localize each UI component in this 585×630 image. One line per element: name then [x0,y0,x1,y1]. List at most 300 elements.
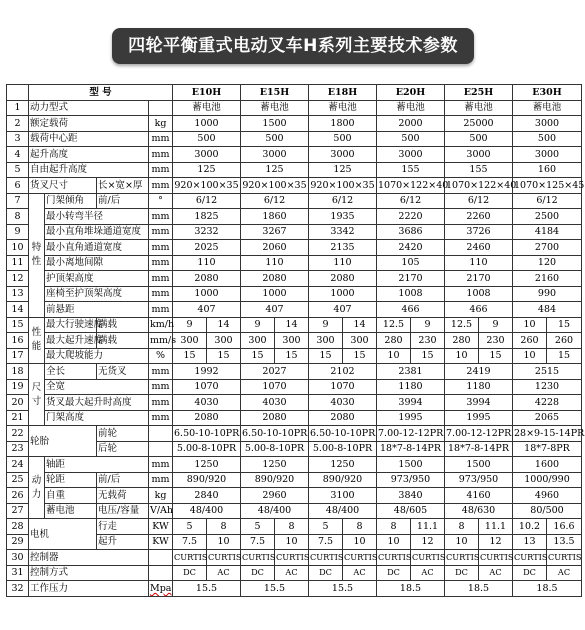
unit-cell: mm/s [149,333,173,349]
parameter-name: 最大行驶速度 [45,317,97,333]
value-cell: 9 [411,317,445,333]
value-cell: 10 [445,348,479,364]
unit-cell: mm [149,379,173,395]
value-cell: 1008 [445,286,513,302]
unit-cell: km/h [149,317,173,333]
row-number: 17 [7,348,29,364]
parameter-name: 动力型式 [29,100,149,116]
value-cell: 105 [377,255,445,271]
value-cell: 990 [513,286,582,302]
value-cell: CURTIS [479,550,513,566]
value-cell: 1000/990 [513,472,582,488]
value-cell: DC [309,565,343,581]
value-cell: 蓄电池 [445,100,513,116]
parameter-name: 最小直角堆垛通道宽度 [45,224,149,240]
value-cell: 25000 [445,116,513,132]
value-cell: 300 [275,333,309,349]
value-cell: 1070 [241,379,309,395]
value-cell: 1070×125×45 [513,178,582,194]
value-cell: 6.50-10-10PR [309,426,377,442]
row-number: 5 [7,162,29,178]
value-cell: AC [275,565,309,581]
unit-cell [149,441,173,457]
value-cell: 500 [445,131,513,147]
value-cell: 110 [309,255,377,271]
parameter-name: 最大起升速度 [45,333,97,349]
value-cell: 3232 [173,224,241,240]
value-cell: DC [513,565,547,581]
value-cell: AC [547,565,582,581]
section-label: 特性 [29,193,45,317]
value-cell: 466 [445,302,513,318]
row-number: 19 [7,379,29,395]
value-cell: 230 [479,333,513,349]
parameter-name: 货叉尺寸 [29,178,97,194]
value-cell: 15 [241,348,275,364]
section-label: 性能 [29,317,45,364]
value-cell: 3000 [513,147,582,163]
value-cell: 1500 [445,457,513,473]
value-cell: 15 [411,348,445,364]
unit-cell: mm [149,457,173,473]
value-cell: 1070 [173,379,241,395]
value-cell: 484 [513,302,582,318]
value-cell: 80/500 [513,503,582,519]
value-cell: 7.00-12-12PR [445,426,513,442]
value-cell: 3726 [445,224,513,240]
value-cell: 1600 [513,457,582,473]
value-cell: CURTIS [309,550,343,566]
table-row [7,193,582,209]
value-cell: 1180 [445,379,513,395]
row-number: 22 [7,426,29,442]
value-cell: 890/920 [173,472,241,488]
value-cell: 14 [207,317,241,333]
value-cell: 48/630 [445,503,513,519]
value-cell: 10.2 [513,519,547,535]
row-number: 13 [7,286,29,302]
table-row [7,565,582,581]
value-cell: 9 [309,317,343,333]
value-cell: 3267 [241,224,309,240]
parameter-name: 起升高度 [29,147,149,163]
value-cell: 1000 [309,286,377,302]
value-cell: 18.5 [377,581,445,597]
parameter-name: 蓄电池 [45,503,97,519]
parameter-name: 最小直角通道宽度 [45,240,149,256]
value-cell: 260 [513,333,547,349]
parameter-subname: 前/后 [97,193,149,209]
value-cell: 12.5 [377,317,411,333]
unit-cell: Mpa [149,581,173,597]
value-cell: 973/950 [377,472,445,488]
value-cell: 1180 [377,379,445,395]
value-cell: 蓄电池 [513,100,582,116]
unit-cell [149,565,173,581]
value-cell: 48/400 [241,503,309,519]
row-number: 20 [7,395,29,411]
unit-cell: mm [149,209,173,225]
unit-cell [149,426,173,442]
value-cell: 4184 [513,224,582,240]
value-cell: 2065 [513,410,582,426]
value-cell: 300 [241,333,275,349]
parameter-name: 货叉最大起升时高度 [45,395,149,411]
value-cell: 1250 [309,457,377,473]
value-cell: 110 [445,255,513,271]
value-cell: 500 [173,131,241,147]
table-header-row [7,85,582,101]
row-number: 10 [7,240,29,256]
value-cell: 2170 [445,271,513,287]
value-cell: 6/12 [241,193,309,209]
value-cell: 4228 [513,395,582,411]
unit-cell: mm [149,472,173,488]
parameter-subname: 无货叉 [97,364,149,380]
value-cell: 7.5 [173,534,207,550]
spec-table-wrapper [6,84,585,597]
parameter-name: 轴距 [45,457,149,473]
value-cell: 蓄电池 [241,100,309,116]
table-row [7,100,582,116]
value-cell: 2080 [173,410,241,426]
parameter-name: 护顶架高度 [45,271,149,287]
value-cell: 14 [343,317,377,333]
value-cell: 2080 [241,410,309,426]
value-cell: 1800 [309,116,377,132]
header-blank [7,85,29,101]
unit-cell: KW [149,519,173,535]
value-cell: 920×100×35 [241,178,309,194]
value-cell: 1825 [173,209,241,225]
value-cell: 3994 [445,395,513,411]
unit-cell [149,550,173,566]
value-cell: 160 [513,162,582,178]
value-cell: 3342 [309,224,377,240]
unit-cell: mm [149,271,173,287]
value-cell: 4030 [173,395,241,411]
row-number: 6 [7,178,29,194]
section-label: 尺寸 [29,364,45,426]
parameter-name: 全宽 [45,379,149,395]
value-cell: 10 [513,348,547,364]
value-cell: 18*7-8-14PR [445,441,513,457]
value-cell: 3000 [241,147,309,163]
parameter-subname: 满载 [97,333,149,349]
unit-cell: ° [149,193,173,209]
value-cell: 6.50-10-10PR [173,426,241,442]
value-cell: 7.5 [309,534,343,550]
value-cell: 407 [241,302,309,318]
value-cell: 5.00-8-10PR [173,441,241,457]
row-number: 7 [7,193,29,209]
value-cell: 6/12 [309,193,377,209]
value-cell: 2515 [513,364,582,380]
value-cell: 500 [513,131,582,147]
row-number: 23 [7,441,29,457]
value-cell: 890/920 [241,472,309,488]
model-header: E25H [445,85,513,101]
value-cell: 10 [445,534,479,550]
value-cell: 4030 [241,395,309,411]
unit-cell: mm [149,147,173,163]
row-number: 18 [7,364,29,380]
parameter-name: 轮距 [45,472,97,488]
value-cell: 3000 [445,147,513,163]
value-cell: 1992 [173,364,241,380]
value-cell: 300 [173,333,207,349]
value-cell: 15 [547,317,582,333]
parameter-name: 电机 [29,519,97,550]
value-cell: 2960 [241,488,309,504]
value-cell: 18*7-8-14PR [377,441,445,457]
model-header: E10H [173,85,241,101]
value-cell: 1860 [241,209,309,225]
unit-cell: kg [149,488,173,504]
value-cell: 18*7-8PR [513,441,582,457]
value-cell: 2700 [513,240,582,256]
table-row [7,317,582,333]
parameter-name: 最小转弯半径 [45,209,149,225]
parameter-name: 前悬距 [45,302,149,318]
value-cell: CURTIS [241,550,275,566]
value-cell: 9 [173,317,207,333]
parameter-name: 全长 [45,364,97,380]
unit-cell: % [149,348,173,364]
value-cell: 15 [173,348,207,364]
value-cell: 973/950 [445,472,513,488]
unit-cell: mm [149,410,173,426]
value-cell: 2102 [309,364,377,380]
value-cell: 2027 [241,364,309,380]
row-number: 28 [7,519,29,535]
value-cell: 4030 [309,395,377,411]
parameter-subname: 行走 [97,519,149,535]
table-row [7,224,582,240]
value-cell: 14 [275,317,309,333]
model-header: E30H [513,85,582,101]
value-cell: 6/12 [377,193,445,209]
value-cell: 10 [377,348,411,364]
value-cell: 2025 [173,240,241,256]
value-cell: 1070×122×40 [445,178,513,194]
model-header: E18H [309,85,377,101]
unit-cell: mm [149,364,173,380]
value-cell: 500 [377,131,445,147]
value-cell: CURTIS [547,550,582,566]
table-row [7,302,582,318]
value-cell: 15.5 [309,581,377,597]
table-row [7,395,582,411]
table-row [7,333,582,349]
table-row [7,550,582,566]
table-row [7,503,582,519]
table-row [7,581,582,597]
value-cell: 466 [377,302,445,318]
value-cell: 9 [479,317,513,333]
parameter-name: 额定载荷 [29,116,149,132]
value-cell: 2080 [173,271,241,287]
value-cell: 1500 [241,116,309,132]
table-row [7,116,582,132]
value-cell: 500 [241,131,309,147]
unit-cell: mm [149,224,173,240]
table-row [7,147,582,163]
value-cell: AC [411,565,445,581]
value-cell: 12 [411,534,445,550]
value-cell: 2381 [377,364,445,380]
value-cell: 2260 [445,209,513,225]
value-cell: 3686 [377,224,445,240]
spec-table-body [7,85,585,597]
value-cell: 15.5 [241,581,309,597]
value-cell: 1230 [513,379,582,395]
parameter-name: 门架倾角 [45,193,97,209]
value-cell: DC [377,565,411,581]
value-cell: 2160 [513,271,582,287]
parameter-name: 工作压力 [29,581,149,597]
unit-cell: mm [149,240,173,256]
row-number: 1 [7,100,29,116]
value-cell: 2080 [309,410,377,426]
row-number: 27 [7,503,29,519]
value-cell: 1995 [445,410,513,426]
value-cell: 蓄电池 [309,100,377,116]
row-number: 21 [7,410,29,426]
row-number: 30 [7,550,29,566]
value-cell: 15 [275,348,309,364]
value-cell: 5.00-8-10PR [309,441,377,457]
value-cell: 1995 [377,410,445,426]
value-cell: 280 [445,333,479,349]
value-cell: 3000 [173,147,241,163]
model-label: 型 号 [29,85,173,101]
row-number: 26 [7,488,29,504]
value-cell: 8 [377,519,411,535]
value-cell: 6/12 [445,193,513,209]
value-cell: 15 [309,348,343,364]
value-cell: 1250 [241,457,309,473]
parameter-subname: 电压/容量 [97,503,149,519]
value-cell: 4160 [445,488,513,504]
row-number: 15 [7,317,29,333]
value-cell: 2135 [309,240,377,256]
value-cell: 16.6 [547,519,582,535]
value-cell: 12 [479,534,513,550]
value-cell: 155 [377,162,445,178]
parameter-name: 控制方式 [29,565,149,581]
value-cell: 蓄电池 [377,100,445,116]
value-cell: 10 [275,534,309,550]
parameter-subname: 前轮 [97,426,149,442]
parameter-name: 最小离地间隙 [45,255,149,271]
row-number: 31 [7,565,29,581]
value-cell: 280 [377,333,411,349]
spec-table [6,84,585,597]
value-cell: 2500 [513,209,582,225]
value-cell: 2000 [377,116,445,132]
value-cell: DC [241,565,275,581]
value-cell: 2840 [173,488,241,504]
value-cell: CURTIS [445,550,479,566]
parameter-subname: 后轮 [97,441,149,457]
value-cell: 2460 [445,240,513,256]
value-cell: 3100 [309,488,377,504]
value-cell: 300 [309,333,343,349]
row-number: 29 [7,534,29,550]
value-cell: 3000 [377,147,445,163]
unit-cell: mm [149,255,173,271]
parameter-name: 自重 [45,488,97,504]
value-cell: 260 [547,333,582,349]
value-cell: AC [343,565,377,581]
unit-cell: kg [149,116,173,132]
value-cell: CURTIS [513,550,547,566]
table-row [7,162,582,178]
value-cell: 9 [241,317,275,333]
row-number: 14 [7,302,29,318]
unit-cell: mm [149,162,173,178]
table-row [7,255,582,271]
value-cell: 15.5 [173,581,241,597]
value-cell: 920×100×35 [309,178,377,194]
parameter-name: 最大爬坡能力 [45,348,149,364]
parameter-subname: 无载荷 [97,488,149,504]
value-cell: CURTIS [343,550,377,566]
row-number: 11 [7,255,29,271]
row-number: 3 [7,131,29,147]
value-cell: 8 [445,519,479,535]
value-cell: 1070×122×40 [377,178,445,194]
value-cell: 11.1 [411,519,445,535]
value-cell: 7.00-12-12PR [377,426,445,442]
model-header: E20H [377,85,445,101]
value-cell: 15 [479,348,513,364]
table-row [7,240,582,256]
value-cell: 15 [547,348,582,364]
value-cell: 1000 [241,286,309,302]
value-cell: 48/400 [309,503,377,519]
value-cell: DC [173,565,207,581]
unit-cell: KW [149,534,173,550]
parameter-name: 门架高度 [45,410,149,426]
value-cell: 2220 [377,209,445,225]
table-row [7,364,582,380]
table-row [7,271,582,287]
unit-cell: mm [149,286,173,302]
value-cell: 11.1 [479,519,513,535]
value-cell: 125 [173,162,241,178]
value-cell: CURTIS [207,550,241,566]
value-cell: 18.5 [513,581,582,597]
unit-cell: mm [149,302,173,318]
value-cell: 7.5 [241,534,275,550]
value-cell: 1935 [309,209,377,225]
value-cell: 500 [309,131,377,147]
row-number: 24 [7,457,29,473]
row-number: 4 [7,147,29,163]
value-cell: CURTIS [377,550,411,566]
parameter-name: 控制器 [29,550,149,566]
value-cell: 10 [207,534,241,550]
table-row [7,286,582,302]
value-cell: 300 [207,333,241,349]
row-number: 32 [7,581,29,597]
value-cell: 5 [173,519,207,535]
value-cell: 2060 [241,240,309,256]
value-cell: 125 [241,162,309,178]
value-cell: 2420 [377,240,445,256]
